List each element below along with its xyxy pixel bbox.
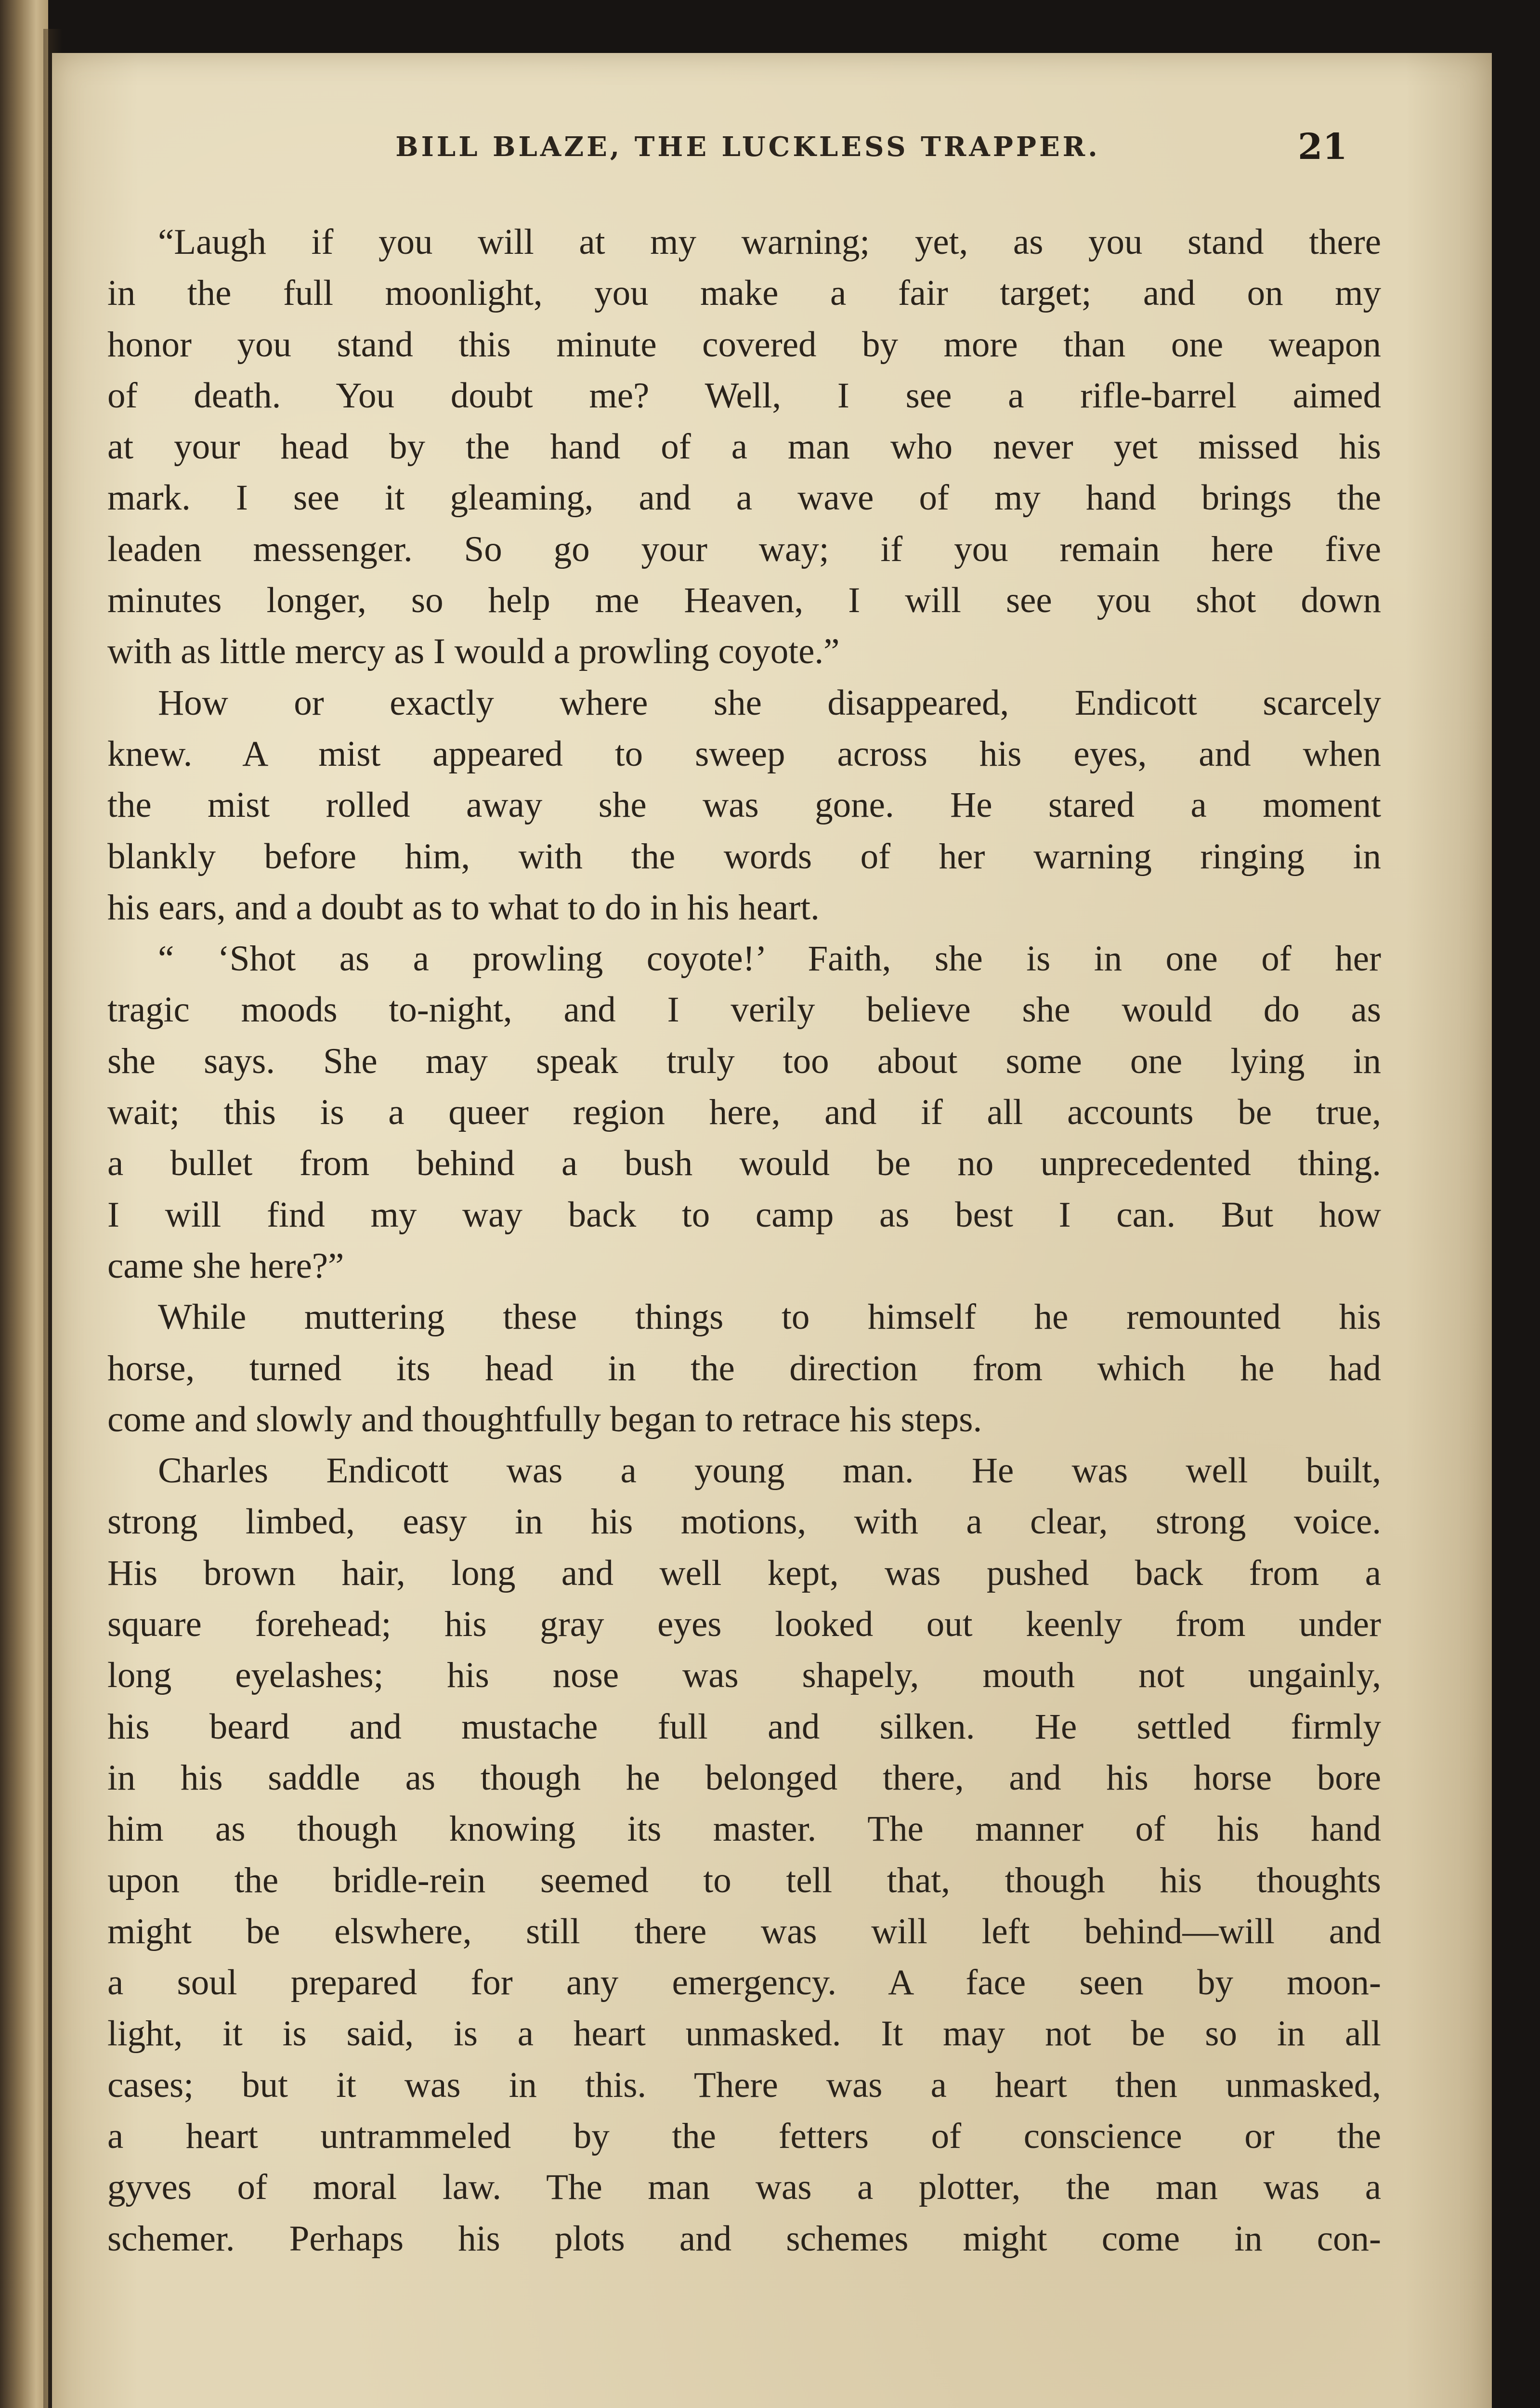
page-number: 21 xyxy=(1298,126,1347,168)
running-title: BILL BLAZE, THE LUCKLESS TRAPPER. xyxy=(395,131,1100,163)
text-line: minutes longer, so help me Heaven, I will see you shot down xyxy=(107,580,1381,621)
text-line: in his saddle as though he belonged there, and his horse bore xyxy=(107,1757,1381,1798)
text-line: horse, turned its head in the direction from which he had xyxy=(107,1348,1381,1388)
text-line: “ ‘Shot as a prowling coyote!’ Faith, she is in one of her xyxy=(158,939,1381,979)
text-line: leaden messenger. So go your way; if you remain here five xyxy=(107,529,1381,569)
text-line: him as though knowing its master. The manner of his hand xyxy=(107,1809,1381,1849)
adjacent-page-edge xyxy=(0,0,48,2408)
text-line: How or exactly where she disappeared, Endicott scarcely xyxy=(158,682,1381,723)
text-line: wait; this is a queer region here, and if all accounts be true, xyxy=(107,1092,1381,1133)
text-line: came she here?” xyxy=(107,1245,344,1286)
text-line: of death. You doubt me? Well, I see a rifle-barrel aimed xyxy=(107,375,1381,416)
text-line: might be elswhere, still there was will left behind—will and xyxy=(107,1911,1381,1951)
text-line: mark. I see it gleaming, and a wave of my hand brings the xyxy=(107,478,1381,518)
text-line: schemer. Perhaps his plots and schemes might come in con- xyxy=(107,2218,1381,2259)
text-line: in the full moonlight, you make a fair target; and on my xyxy=(107,273,1381,314)
text-line: with as little mercy as I would a prowling coyote.” xyxy=(107,631,840,672)
text-line: His brown hair, long and well kept, was pushed back from a xyxy=(107,1553,1381,1593)
text-line: knew. A mist appeared to sweep across his eyes, and when xyxy=(107,733,1381,774)
text-line: long eyelashes; his nose was shapely, mouth not ungainly, xyxy=(107,1655,1381,1696)
running-header xyxy=(52,125,1492,169)
text-line: at your head by the hand of a man who never yet missed his xyxy=(107,427,1381,467)
text-line: a heart untrammeled by the fetters of conscience or the xyxy=(107,2116,1381,2156)
text-line: cases; but it was in this. There was a heart then unmasked, xyxy=(107,2065,1381,2105)
text-line: While muttering these things to himself he remounted his xyxy=(158,1297,1381,1337)
text-line: “Laugh if you will at my warning; yet, as you stand there xyxy=(158,222,1381,262)
text-line: a soul prepared for any emergency. A face seen by moon- xyxy=(107,1963,1381,2003)
body-text xyxy=(107,217,1381,2264)
text-line: she says. She may speak truly too about some one lying in xyxy=(107,1041,1381,1081)
text-line: a bullet from behind a bush would be no unprecedented thing. xyxy=(107,1143,1381,1184)
text-line: his beard and mustache full and silken. He settled firmly xyxy=(107,1706,1381,1747)
book-page xyxy=(52,53,1492,2408)
text-line: Charles Endicott was a young man. He was well built, xyxy=(158,1451,1381,1491)
text-line: the mist rolled away she was gone. He stared a moment xyxy=(107,785,1381,825)
text-line: blankly before him, with the words of her warning ringing in xyxy=(107,836,1381,877)
text-line: square forehead; his gray eyes looked out keenly from under xyxy=(107,1604,1381,1645)
text-line: light, it is said, is a heart unmasked. It may not be so in all xyxy=(107,2014,1381,2054)
text-line: strong limbed, easy in his motions, with a clear, strong voice. xyxy=(107,1502,1381,1542)
text-line: come and slowly and thoughtfully began to retrace his steps. xyxy=(107,1399,982,1440)
text-line: I will find my way back to camp as best I can. But how xyxy=(107,1194,1381,1235)
text-line: tragic moods to-night, and I verily believe she would do as xyxy=(107,990,1381,1030)
text-line: his ears, and a doubt as to what to do in his heart. xyxy=(107,887,820,928)
text-line: upon the bridle-rein seemed to tell that, though his thoughts xyxy=(107,1860,1381,1900)
text-line: honor you stand this minute covered by more than one weapon xyxy=(107,324,1381,365)
text-line: gyves of moral law. The man was a plotter, the man was a xyxy=(107,2167,1381,2208)
